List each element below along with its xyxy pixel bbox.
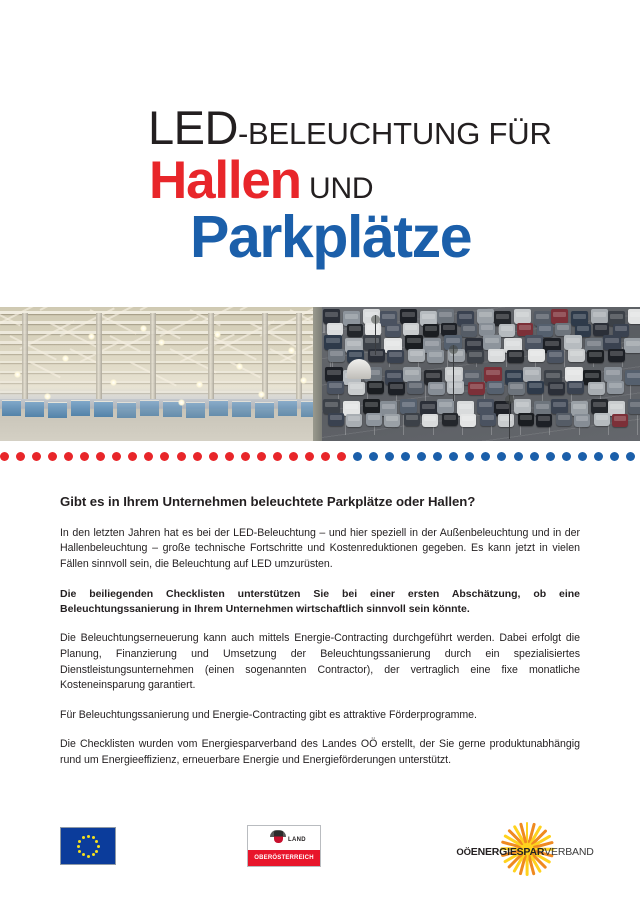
paragraph-2-highlight: Die beiliegenden Checklisten unterstützen Sie bei einer ersten Abschätzung, ob eine Beleuchtungssanierung in Ihrem Unternehmen wirtschaftlich sinnvoll sein könnte. bbox=[60, 587, 580, 615]
hall-window bbox=[209, 400, 228, 416]
title-hallen: Hallen bbox=[149, 151, 301, 210]
divider-dot bbox=[546, 452, 555, 461]
divider-dot bbox=[144, 452, 153, 461]
parked-car bbox=[363, 399, 380, 414]
lot-kerb bbox=[313, 307, 322, 441]
eu-stars-circle bbox=[76, 834, 100, 858]
parked-car bbox=[423, 324, 439, 337]
parked-car bbox=[607, 381, 624, 394]
parked-car bbox=[507, 350, 524, 363]
divider-dot bbox=[465, 452, 474, 461]
divider-dot bbox=[481, 452, 490, 461]
divider-dot bbox=[401, 452, 410, 461]
hall-window bbox=[232, 401, 251, 417]
hall-lamp bbox=[88, 333, 95, 340]
parked-car bbox=[328, 413, 344, 426]
hall-interior-photo bbox=[0, 307, 313, 441]
divider-dot bbox=[0, 452, 9, 461]
divider-dot bbox=[433, 452, 442, 461]
divider-dot bbox=[353, 452, 362, 461]
parked-car bbox=[405, 335, 423, 350]
parked-car bbox=[487, 381, 504, 394]
hall-lamp bbox=[14, 371, 21, 378]
divider-dot bbox=[128, 452, 137, 461]
parked-car bbox=[408, 349, 425, 362]
lot-tent bbox=[347, 359, 371, 379]
parked-car bbox=[624, 338, 640, 353]
parked-car bbox=[499, 324, 515, 337]
hall-lamp bbox=[236, 363, 243, 370]
parked-car bbox=[612, 414, 628, 427]
parked-car bbox=[323, 309, 340, 324]
title-parkplaetze: Parkplätze bbox=[190, 204, 472, 270]
divider-dot bbox=[112, 452, 121, 461]
parked-car bbox=[367, 381, 384, 394]
hall-window bbox=[255, 402, 274, 418]
hall-lamp bbox=[158, 339, 165, 346]
parked-car bbox=[366, 413, 382, 426]
esv-wordmark bbox=[455, 842, 595, 860]
parked-car bbox=[460, 414, 476, 427]
parked-car bbox=[547, 350, 564, 363]
hall-lamp bbox=[140, 325, 147, 332]
parked-car bbox=[407, 381, 424, 394]
hall-truss-diagonal bbox=[10, 335, 57, 360]
parked-car bbox=[387, 350, 404, 363]
parked-car bbox=[498, 414, 514, 427]
divider-dot bbox=[321, 452, 330, 461]
divider-dot bbox=[337, 452, 346, 461]
divider-dot bbox=[177, 452, 186, 461]
hall-lamp bbox=[196, 381, 203, 388]
eu-star bbox=[77, 845, 80, 848]
title-led: LED bbox=[148, 101, 238, 154]
parked-car bbox=[567, 381, 584, 394]
parked-car bbox=[445, 367, 463, 382]
eu-star bbox=[95, 850, 98, 853]
parking-lot-aerial-photo bbox=[313, 307, 640, 441]
parked-car bbox=[514, 399, 531, 414]
divider-dot bbox=[16, 452, 25, 461]
hall-truss-diagonal bbox=[230, 361, 261, 378]
parked-car bbox=[594, 413, 610, 426]
parked-car bbox=[324, 335, 342, 350]
content-area bbox=[60, 494, 580, 768]
parked-car bbox=[327, 381, 344, 394]
dot-divider bbox=[0, 450, 640, 462]
lot-stripe bbox=[564, 347, 565, 367]
parked-car bbox=[527, 381, 544, 394]
ooe-oberoesterreich-label: OBERÖSTERREICH bbox=[254, 855, 314, 861]
parked-car bbox=[480, 413, 496, 426]
hall-window bbox=[117, 402, 136, 418]
hall-column bbox=[262, 313, 268, 401]
divider-dot bbox=[193, 452, 202, 461]
parked-car bbox=[556, 413, 572, 426]
parked-car bbox=[384, 414, 400, 427]
parked-car bbox=[328, 349, 345, 362]
hall-window bbox=[25, 401, 44, 417]
divider-dot bbox=[530, 452, 539, 461]
eu-flag-logo bbox=[60, 827, 116, 865]
hall-window bbox=[94, 401, 113, 417]
ooe-energiesparverband-logo bbox=[455, 820, 595, 878]
hall-column bbox=[22, 313, 28, 401]
divider-dot bbox=[305, 452, 314, 461]
divider-dot bbox=[562, 452, 571, 461]
parked-car bbox=[608, 349, 625, 362]
hall-lamp bbox=[214, 331, 221, 338]
parked-car bbox=[404, 413, 420, 426]
divider-dot bbox=[417, 452, 426, 461]
parked-car bbox=[323, 399, 340, 414]
hall-window bbox=[2, 400, 21, 416]
divider-dot bbox=[48, 452, 57, 461]
photo-band bbox=[0, 307, 640, 441]
parked-car bbox=[348, 382, 365, 395]
parked-car bbox=[525, 335, 543, 350]
parked-car bbox=[588, 382, 605, 395]
divider-dot bbox=[369, 452, 378, 461]
divider-dot bbox=[273, 452, 282, 461]
hall-lamp bbox=[288, 347, 295, 354]
hall-lamp bbox=[62, 355, 69, 362]
parked-car bbox=[468, 382, 485, 395]
eu-star bbox=[78, 840, 81, 843]
logo-row bbox=[0, 820, 640, 880]
hall-lamp bbox=[258, 391, 265, 398]
parked-car bbox=[603, 335, 621, 350]
esv-prefix: OÖ bbox=[456, 847, 471, 858]
parked-car bbox=[591, 309, 608, 324]
parked-car bbox=[483, 335, 501, 350]
parked-car bbox=[564, 335, 582, 350]
title-beleuchtung-fuer: -BELEUCHTUNG FÜR bbox=[237, 116, 552, 151]
hall-window bbox=[301, 401, 313, 417]
lot-stripe bbox=[637, 415, 638, 435]
eu-star bbox=[92, 836, 95, 839]
esv-light-word: VERBAND bbox=[544, 846, 594, 858]
parked-car bbox=[587, 350, 604, 363]
parked-car bbox=[604, 367, 622, 382]
parked-car bbox=[628, 309, 640, 324]
ooe-crest-shield bbox=[274, 831, 283, 843]
hall-window bbox=[71, 400, 90, 416]
eu-star bbox=[87, 835, 90, 838]
paragraph-3: Die Beleuchtungserneuerung kann auch mittels Energie-Contracting durchgeführt werden. Dabei erfolgt die Planung, Finanzierung und Umsetzung der Beleuchtungssanierung durch ein spezialisiertes Dienstleistungsunternehmen (einen sogenannten Contractor), der vertraglich eine fixe monatliche Kosteneinsparung garantiert. bbox=[60, 632, 580, 692]
divider-dot bbox=[96, 452, 105, 461]
hall-column bbox=[150, 313, 156, 401]
paragraph-1: In den letzten Jahren hat es bei der LED-Beleuchtung – und hier speziell in der Außenbeleuchtung und in der Hallenbeleuchtung – große technische Fortschritte und Kostenreduktionen gegeben. Es kann jetzt in vielen Fällen sinnvoll sein, die Beleuchtung auf LED umzurüsten. bbox=[60, 526, 580, 570]
parked-car bbox=[325, 367, 343, 382]
ooe-logo-top bbox=[248, 826, 320, 850]
parked-car bbox=[461, 324, 477, 337]
divider-dot bbox=[209, 452, 218, 461]
divider-dot bbox=[626, 452, 635, 461]
divider-dot bbox=[449, 452, 458, 461]
parked-car bbox=[591, 399, 608, 414]
eu-star bbox=[97, 845, 100, 848]
divider-dot bbox=[225, 452, 234, 461]
eu-star bbox=[78, 850, 81, 853]
eu-star bbox=[95, 840, 98, 843]
hall-column bbox=[96, 313, 102, 401]
parked-car bbox=[568, 349, 585, 362]
lot-tree bbox=[509, 395, 510, 439]
divider-dot bbox=[80, 452, 89, 461]
eu-star bbox=[82, 853, 85, 856]
parked-car bbox=[477, 309, 494, 324]
title-line-3 bbox=[190, 204, 472, 270]
paragraph-5: Die Checklisten wurden vom Energiesparverband des Landes OÖ erstellt, der Sie gerne produktunabhängig rund um Energieeffizienz, erneuerbare Energie und Energieförderungen unterstützt. bbox=[60, 738, 580, 766]
eu-star bbox=[82, 836, 85, 839]
parked-car bbox=[385, 324, 401, 337]
parked-car bbox=[346, 414, 362, 427]
hall-truss-diagonal bbox=[30, 361, 61, 378]
document-title-block bbox=[0, 101, 640, 284]
parked-car bbox=[488, 349, 505, 362]
parked-car bbox=[548, 382, 565, 395]
esv-bold-word: ENERGIESPAR bbox=[470, 846, 545, 858]
divider-dot bbox=[289, 452, 298, 461]
parked-car bbox=[477, 399, 494, 414]
hall-window bbox=[186, 402, 205, 418]
parked-car bbox=[574, 414, 590, 427]
title-line-1 bbox=[148, 101, 552, 154]
parked-car bbox=[625, 370, 640, 385]
ooe-land-label: LAND bbox=[288, 837, 306, 843]
hall-lamp bbox=[300, 377, 307, 384]
divider-dot bbox=[594, 452, 603, 461]
parked-car bbox=[518, 413, 534, 426]
parked-car bbox=[528, 349, 545, 362]
parked-car bbox=[347, 324, 363, 337]
hall-window bbox=[48, 402, 67, 418]
parked-car bbox=[388, 382, 405, 395]
eu-star bbox=[92, 853, 95, 856]
hall-lamp bbox=[44, 393, 51, 400]
parked-car bbox=[508, 382, 525, 395]
divider-dot bbox=[514, 452, 523, 461]
parked-car bbox=[523, 367, 541, 382]
content-heading: Gibt es in Ihrem Unternehmen beleuchtete Parkplätze oder Hallen? bbox=[60, 494, 476, 509]
parked-car bbox=[467, 350, 484, 363]
parked-car bbox=[551, 399, 568, 414]
hall-truss-diagonal bbox=[210, 335, 257, 360]
divider-dot bbox=[257, 452, 266, 461]
title-line-2 bbox=[149, 151, 374, 210]
hall-lamp bbox=[110, 379, 117, 386]
divider-dot bbox=[497, 452, 506, 461]
title-und: UND bbox=[309, 172, 374, 205]
ooe-logo-bottom bbox=[248, 850, 320, 866]
parked-car bbox=[447, 381, 464, 394]
parked-car bbox=[565, 367, 583, 382]
parked-car bbox=[427, 350, 444, 363]
parked-car bbox=[437, 309, 454, 324]
hall-column bbox=[296, 313, 302, 401]
parked-car bbox=[514, 309, 531, 324]
parked-car bbox=[437, 399, 454, 414]
parked-car bbox=[400, 309, 417, 324]
divider-dot bbox=[610, 452, 619, 461]
parked-car bbox=[428, 382, 445, 395]
hall-window bbox=[278, 400, 297, 416]
divider-dot bbox=[32, 452, 41, 461]
parked-car bbox=[484, 367, 502, 382]
land-oberoesterreich-logo bbox=[247, 825, 321, 867]
ooe-coat-of-arms-icon bbox=[271, 830, 285, 846]
lot-tree bbox=[453, 345, 454, 401]
parked-car bbox=[368, 349, 385, 362]
lot-tree bbox=[375, 315, 376, 355]
divider-dot bbox=[64, 452, 73, 461]
parked-car bbox=[551, 309, 568, 324]
parked-car bbox=[403, 367, 421, 382]
parked-car bbox=[536, 414, 552, 427]
parked-car bbox=[363, 335, 381, 350]
parked-car bbox=[400, 399, 417, 414]
hall-window bbox=[140, 400, 159, 416]
divider-dot bbox=[241, 452, 250, 461]
hall-column bbox=[208, 313, 214, 401]
divider-dot bbox=[160, 452, 169, 461]
parked-car bbox=[442, 413, 458, 426]
eu-star bbox=[87, 855, 90, 858]
divider-dot bbox=[578, 452, 587, 461]
parked-car bbox=[422, 414, 438, 427]
paragraph-4: Für Beleuchtungssanierung und Energie-Contracting gibt es attraktive Förderprogramme. bbox=[60, 708, 477, 721]
divider-dot bbox=[385, 452, 394, 461]
parked-car bbox=[628, 399, 640, 414]
hall-lamp bbox=[178, 399, 185, 406]
